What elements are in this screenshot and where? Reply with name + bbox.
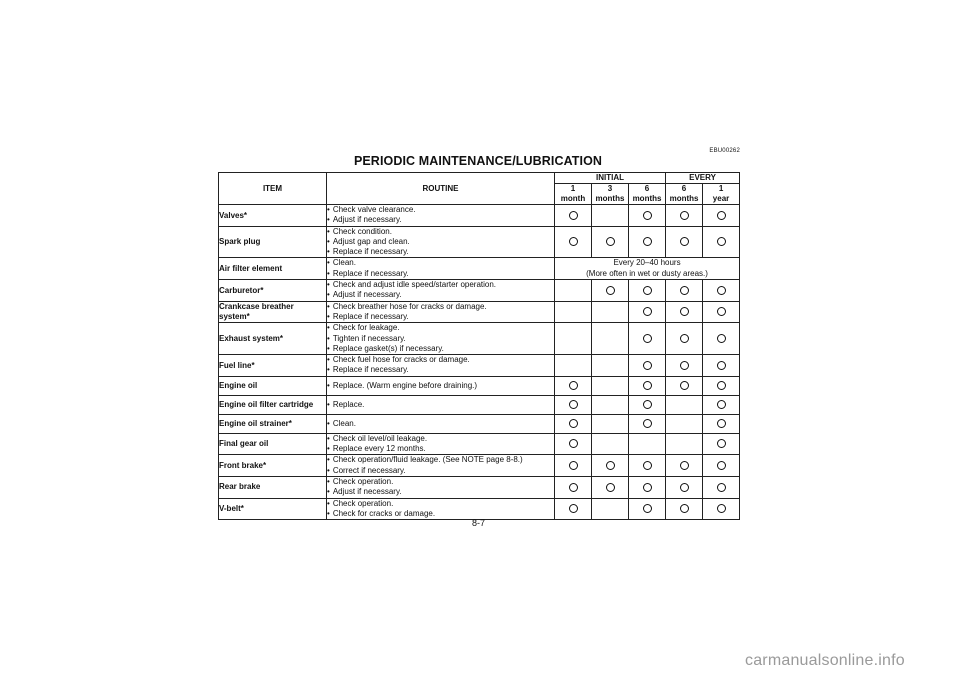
table-row	[219, 323, 740, 355]
interval-cell	[555, 498, 592, 520]
routine-step: • Replace if necessary.	[327, 269, 554, 279]
routine-cell	[327, 433, 555, 455]
circle-mark-icon	[643, 307, 652, 316]
interval-cell	[555, 205, 592, 227]
table-row	[219, 476, 740, 498]
circle-mark-icon	[643, 483, 652, 492]
routine-step: • Adjust if necessary.	[327, 215, 554, 225]
interval-cell	[666, 280, 703, 302]
table-row	[219, 205, 740, 227]
note-line: (More often in wet or dusty areas.)	[586, 268, 708, 278]
circle-mark-icon	[643, 504, 652, 513]
interval-cell	[629, 498, 666, 520]
circle-mark-icon	[680, 211, 689, 220]
circle-mark-icon	[717, 237, 726, 246]
circle-mark-icon	[717, 483, 726, 492]
interval-unit: months	[632, 194, 662, 203]
interval-cell	[592, 455, 629, 477]
table-row	[219, 395, 740, 414]
interval-cell	[629, 433, 666, 455]
circle-mark-icon	[606, 286, 615, 295]
routine-cell	[327, 301, 555, 323]
interval-cell	[666, 498, 703, 520]
interval-cell	[666, 301, 703, 323]
item-cell: Carburetor*	[219, 280, 327, 302]
circle-mark-icon	[717, 400, 726, 409]
circle-mark-icon	[717, 461, 726, 470]
circle-mark-icon	[680, 286, 689, 295]
routine-step: • Replace. (Warm engine before draining.)	[327, 381, 554, 391]
interval-cell	[703, 205, 740, 227]
routine-cell	[327, 476, 555, 498]
routine-cell	[327, 498, 555, 520]
interval-cell	[555, 323, 592, 355]
interval-cell	[666, 323, 703, 355]
routine-step: • Clean.	[327, 419, 554, 429]
interval-cell	[592, 323, 629, 355]
interval-cell	[555, 301, 592, 323]
table-row	[219, 355, 740, 377]
maintenance-table	[218, 172, 740, 520]
circle-mark-icon	[569, 439, 578, 448]
routine-cell	[327, 226, 555, 258]
interval-cell	[703, 301, 740, 323]
interval-number: 1	[570, 184, 576, 193]
interval-cell	[703, 433, 740, 455]
circle-mark-icon	[717, 381, 726, 390]
circle-mark-icon	[569, 483, 578, 492]
circle-mark-icon	[643, 334, 652, 343]
routine-cell	[327, 414, 555, 433]
routine-step: • Tighten if necessary.	[327, 334, 554, 344]
interval-cell	[629, 280, 666, 302]
interval-number: 6	[681, 184, 687, 193]
interval-cell	[555, 355, 592, 377]
interval-cell	[592, 376, 629, 395]
column-group-initial: INITIAL	[555, 173, 666, 184]
table-row	[219, 376, 740, 395]
interval-cell	[592, 280, 629, 302]
circle-mark-icon	[680, 334, 689, 343]
interval-cell	[666, 355, 703, 377]
circle-mark-icon	[680, 504, 689, 513]
routine-step: • Check fuel hose for cracks or damage.	[327, 355, 554, 365]
interval-header	[629, 184, 666, 205]
interval-cell	[629, 323, 666, 355]
interval-cell	[703, 414, 740, 433]
interval-cell	[703, 376, 740, 395]
circle-mark-icon	[606, 461, 615, 470]
interval-cell	[703, 323, 740, 355]
interval-cell	[666, 395, 703, 414]
routine-step: • Check for cracks or damage.	[327, 509, 554, 519]
routine-cell	[327, 455, 555, 477]
circle-mark-icon	[643, 419, 652, 428]
routine-cell	[327, 280, 555, 302]
routine-step: • Check operation.	[327, 499, 554, 509]
routine-step: • Adjust gap and clean.	[327, 237, 554, 247]
interval-unit: months	[669, 194, 699, 203]
interval-cell	[666, 205, 703, 227]
routine-step: • Check breather hose for cracks or damage.	[327, 302, 554, 312]
item-cell: Air filter element	[219, 258, 327, 280]
table-row	[219, 301, 740, 323]
routine-step: • Replace every 12 months.	[327, 444, 554, 454]
circle-mark-icon	[717, 419, 726, 428]
interval-header	[555, 184, 592, 205]
table-row	[219, 498, 740, 520]
routine-cell	[327, 205, 555, 227]
circle-mark-icon	[717, 286, 726, 295]
page-title: PERIODIC MAINTENANCE/LUBRICATION	[353, 154, 603, 168]
interval-cell	[629, 395, 666, 414]
interval-cell	[629, 301, 666, 323]
interval-cell	[629, 414, 666, 433]
interval-cell	[666, 433, 703, 455]
circle-mark-icon	[680, 237, 689, 246]
interval-header	[592, 184, 629, 205]
routine-step: • Replace gasket(s) if necessary.	[327, 344, 554, 354]
interval-note	[555, 258, 740, 280]
note-line: Every 20–40 hours	[613, 258, 681, 268]
circle-mark-icon	[717, 504, 726, 513]
interval-cell	[703, 395, 740, 414]
item-cell: Spark plug	[219, 226, 327, 258]
routine-step: • Replace if necessary.	[327, 312, 554, 322]
interval-cell	[555, 414, 592, 433]
circle-mark-icon	[680, 461, 689, 470]
interval-cell	[555, 476, 592, 498]
interval-cell	[629, 205, 666, 227]
circle-mark-icon	[643, 361, 652, 370]
circle-mark-icon	[680, 307, 689, 316]
routine-cell	[327, 258, 555, 280]
routine-step: • Replace if necessary.	[327, 365, 554, 375]
interval-unit: year	[712, 194, 730, 203]
circle-mark-icon	[569, 237, 578, 246]
interval-cell	[592, 226, 629, 258]
circle-mark-icon	[717, 307, 726, 316]
interval-cell	[629, 376, 666, 395]
interval-cell	[629, 226, 666, 258]
item-cell: Final gear oil	[219, 433, 327, 455]
interval-cell	[592, 498, 629, 520]
circle-mark-icon	[680, 483, 689, 492]
interval-cell	[592, 433, 629, 455]
circle-mark-icon	[717, 334, 726, 343]
interval-cell	[592, 395, 629, 414]
routine-step: • Check valve clearance.	[327, 205, 554, 215]
routine-step: • Check for leakage.	[327, 323, 554, 333]
interval-unit: months	[595, 194, 625, 203]
interval-cell	[555, 226, 592, 258]
item-cell: Front brake*	[219, 455, 327, 477]
routine-step: • Clean.	[327, 258, 554, 268]
document-code: EBU00262	[709, 148, 740, 154]
interval-cell	[703, 455, 740, 477]
routine-step: • Adjust if necessary.	[327, 487, 554, 497]
interval-cell	[666, 226, 703, 258]
interval-cell	[555, 395, 592, 414]
item-cell: Rear brake	[219, 476, 327, 498]
circle-mark-icon	[717, 361, 726, 370]
routine-step: • Check and adjust idle speed/starter operation.	[327, 280, 554, 290]
column-header-item: ITEM	[219, 173, 327, 205]
routine-step: • Replace if necessary.	[327, 247, 554, 257]
table-row	[219, 455, 740, 477]
interval-unit: month	[560, 194, 586, 203]
routine-cell	[327, 355, 555, 377]
column-header-routine: ROUTINE	[327, 173, 555, 205]
routine-step: • Correct if necessary.	[327, 466, 554, 476]
routine-step: • Replace.	[327, 400, 554, 410]
circle-mark-icon	[569, 400, 578, 409]
circle-mark-icon	[680, 361, 689, 370]
interval-cell	[666, 414, 703, 433]
interval-number: 6	[644, 184, 650, 193]
circle-mark-icon	[717, 439, 726, 448]
interval-cell	[703, 476, 740, 498]
circle-mark-icon	[717, 211, 726, 220]
interval-number: 1	[718, 184, 724, 193]
interval-cell	[703, 355, 740, 377]
interval-cell	[703, 280, 740, 302]
maintenance-rows	[219, 205, 740, 520]
routine-cell	[327, 395, 555, 414]
interval-cell	[555, 455, 592, 477]
item-cell: Valves*	[219, 205, 327, 227]
circle-mark-icon	[569, 504, 578, 513]
circle-mark-icon	[643, 211, 652, 220]
routine-step: • Adjust if necessary.	[327, 290, 554, 300]
circle-mark-icon	[606, 483, 615, 492]
item-cell: Exhaust system*	[219, 323, 327, 355]
interval-cell	[592, 205, 629, 227]
table-row	[219, 280, 740, 302]
circle-mark-icon	[643, 461, 652, 470]
item-cell: Fuel line*	[219, 355, 327, 377]
interval-cell	[555, 280, 592, 302]
circle-mark-icon	[643, 400, 652, 409]
interval-cell	[666, 376, 703, 395]
interval-cell	[592, 476, 629, 498]
interval-header	[703, 184, 740, 205]
interval-cell	[629, 355, 666, 377]
table-row	[219, 414, 740, 433]
circle-mark-icon	[569, 419, 578, 428]
circle-mark-icon	[643, 381, 652, 390]
routine-cell	[327, 376, 555, 395]
interval-cell	[592, 301, 629, 323]
interval-cell	[666, 476, 703, 498]
interval-cell	[555, 433, 592, 455]
column-group-every: EVERY	[666, 173, 740, 184]
interval-number: 3	[607, 184, 613, 193]
interval-cell	[555, 376, 592, 395]
table-row	[219, 226, 740, 258]
circle-mark-icon	[643, 286, 652, 295]
item-cell: V-belt*	[219, 498, 327, 520]
routine-step: • Check operation.	[327, 477, 554, 487]
routine-step: • Check operation/fluid leakage. (See NOTE page 8-8.)	[327, 455, 554, 465]
circle-mark-icon	[606, 237, 615, 246]
circle-mark-icon	[680, 381, 689, 390]
watermark: carmanualsonline.info	[745, 652, 905, 669]
interval-cell	[629, 455, 666, 477]
circle-mark-icon	[569, 211, 578, 220]
table-row	[219, 258, 740, 280]
circle-mark-icon	[569, 461, 578, 470]
interval-cell	[703, 498, 740, 520]
item-cell: Engine oil strainer*	[219, 414, 327, 433]
item-cell: Engine oil filter cartridge	[219, 395, 327, 414]
item-cell: Engine oil	[219, 376, 327, 395]
routine-cell	[327, 323, 555, 355]
circle-mark-icon	[569, 381, 578, 390]
interval-header	[666, 184, 703, 205]
routine-step: • Check condition.	[327, 227, 554, 237]
interval-cell	[666, 455, 703, 477]
page-number: 8-7	[471, 518, 485, 528]
routine-step: • Check oil level/oil leakage.	[327, 434, 554, 444]
circle-mark-icon	[643, 237, 652, 246]
table-row	[219, 433, 740, 455]
interval-cell	[629, 476, 666, 498]
interval-cell	[703, 226, 740, 258]
interval-cell	[592, 355, 629, 377]
item-cell: Crankcase breather system*	[219, 301, 327, 323]
interval-cell	[592, 414, 629, 433]
